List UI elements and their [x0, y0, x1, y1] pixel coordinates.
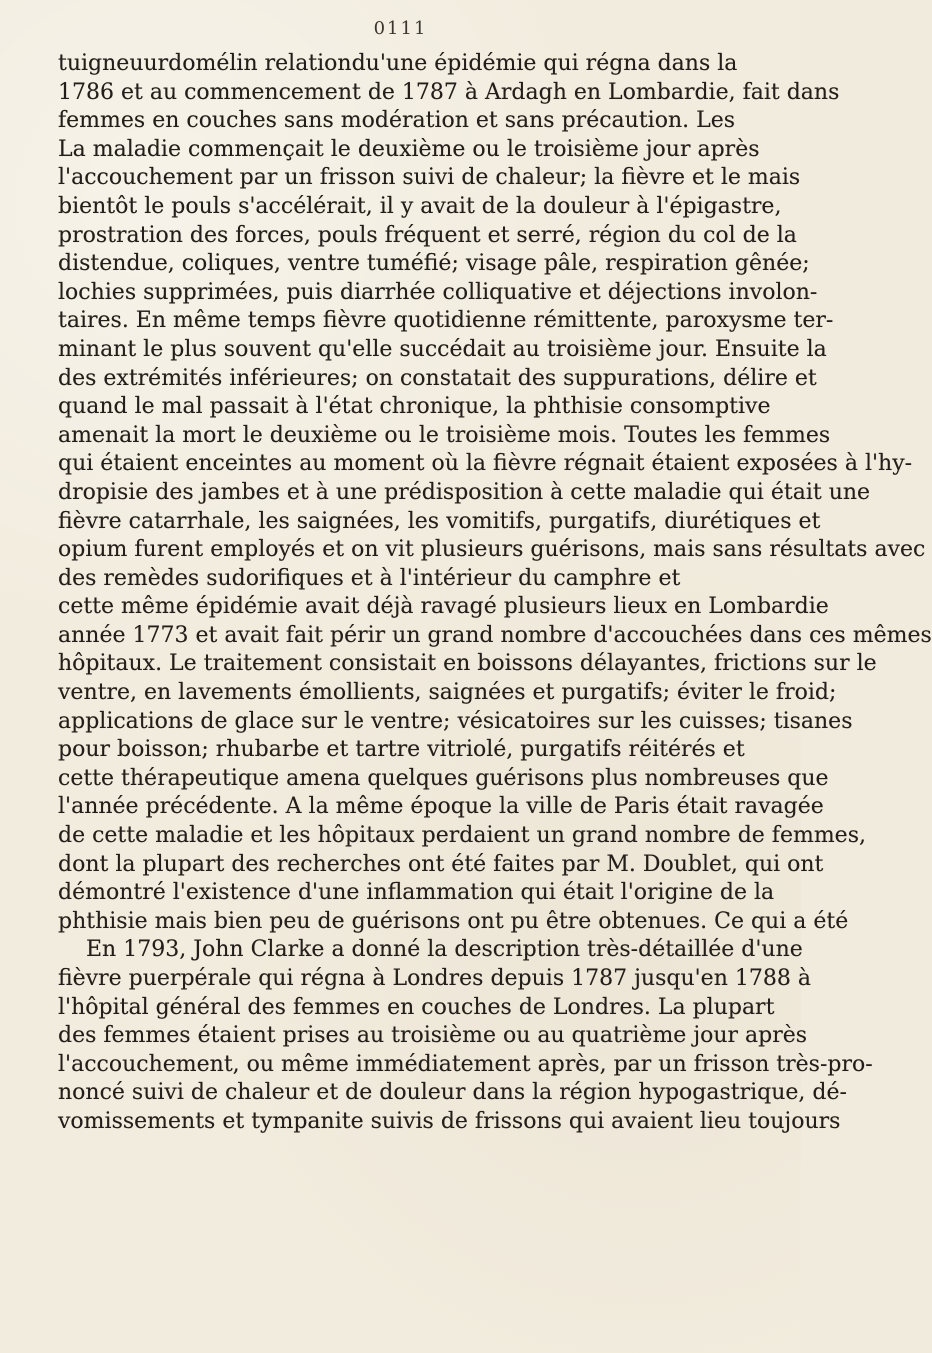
text-line: des remèdes sudorifiques et à l'intérieur du camphre et	[58, 565, 681, 591]
text-line: vomissements et tympanite suivis de frissons qui avaient lieu toujours	[58, 1108, 841, 1134]
page-body	[58, 50, 932, 1137]
text-line: phthisie mais bien peu de guérisons ont pu être obtenues. Ce qui a été	[58, 908, 849, 934]
text-line: quand le mal passait à l'état chronique, la phthisie consomptive	[58, 394, 771, 420]
text-line: qui étaient enceintes au moment où la fièvre régnait étaient exposées à l'hy-	[58, 451, 913, 477]
text-line: bientôt le pouls s'accélérait, il y avait de la douleur à l'épigastre,	[58, 193, 782, 219]
text-line: l'année précédente. A la même époque la ville de Paris était ravagée	[58, 794, 824, 820]
text-line: distendue, coliques, ventre tuméfié; visage pâle, respiration gênée;	[58, 251, 810, 277]
text-line: pour boisson; rhubarbe et tartre vitriolé, purgatifs réitérés et	[58, 737, 745, 763]
text-line: cette thérapeutique amena quelques guérisons plus nombreuses que	[58, 765, 829, 791]
text-line: l'hôpital général des femmes en couches de Londres. La plupart	[58, 994, 775, 1020]
text-line: lochies supprimées, puis diarrhée colliquative et déjections involon-	[58, 279, 818, 305]
text-line: hôpitaux. Le traitement consistait en boissons délayantes, frictions sur le	[58, 651, 877, 677]
text-line: applications de glace sur le ventre; vésicatoires sur les cuisses; tisanes	[58, 708, 853, 734]
text-line: année 1773 et avait fait périr un grand nombre d'accouchées dans ces mêmes	[58, 622, 932, 648]
text-line: taires. En même temps fièvre quotidienne rémittente, paroxysme ter-	[58, 308, 834, 334]
text-line: amenait la mort le deuxième ou le troisième mois. Toutes les femmes	[58, 422, 831, 448]
text-line: prostration des forces, pouls fréquent et serré, région du col de la	[58, 222, 797, 248]
text-line: noncé suivi de chaleur et de douleur dans la région hypogastrique, dé-	[58, 1080, 847, 1106]
text-line: En 1793, John Clarke a donné la description très-détaillée d'une	[86, 937, 803, 963]
text-line: La maladie commençait le deuxième ou le troisième jour après	[58, 136, 760, 162]
text-line: l'accouchement par un frisson suivi de chaleur; la fièvre et le mais	[58, 165, 801, 191]
text-line: de cette maladie et les hôpitaux perdaient un grand nombre de femmes,	[58, 823, 866, 849]
text-line: minant le plus souvent qu'elle succédait au troisième jour. Ensuite la	[58, 336, 827, 362]
text-line: démontré l'existence d'une inflammation qui était l'origine de la	[58, 880, 775, 906]
text-line: dont la plupart des recherches ont été faites par M. Doublet, qui ont	[58, 851, 824, 877]
text-line: des femmes étaient prises au troisième ou au quatrième jour après	[58, 1023, 808, 1049]
text-line: femmes en couches sans modération et sans précaution. Les	[58, 108, 736, 134]
text-line: opium furent employés et on vit plusieurs guérisons, mais sans résultats avec	[58, 537, 926, 563]
text-line: des extrémités inférieures; on constatait des suppurations, délire et	[58, 365, 817, 391]
text-line: 1786 et au commencement de 1787 à Ardagh en Lombardie, fait dans	[58, 79, 840, 105]
page-header: 0111	[373, 18, 428, 39]
text-line: cette même épidémie avait déjà ravagé plusieurs lieux en Lombardie	[58, 594, 829, 620]
text-line: l'accouchement, ou même immédiatement après, par un frisson très-pro-	[58, 1051, 873, 1077]
text-line: ventre, en lavements émollients, saignées et purgatifs; éviter le froid;	[58, 680, 837, 706]
text-line: tuigneuurdomélin relationdu'une épidémie qui régna dans la	[58, 51, 738, 76]
text-line: dropisie des jambes et à une prédisposition à cette maladie qui était une	[58, 479, 871, 505]
text-line: fièvre puerpérale qui régna à Londres depuis 1787 jusqu'en 1788 à	[58, 966, 811, 991]
text-line: fièvre catarrhale, les saignées, les vomitifs, purgatifs, diurétiques et	[58, 508, 821, 534]
